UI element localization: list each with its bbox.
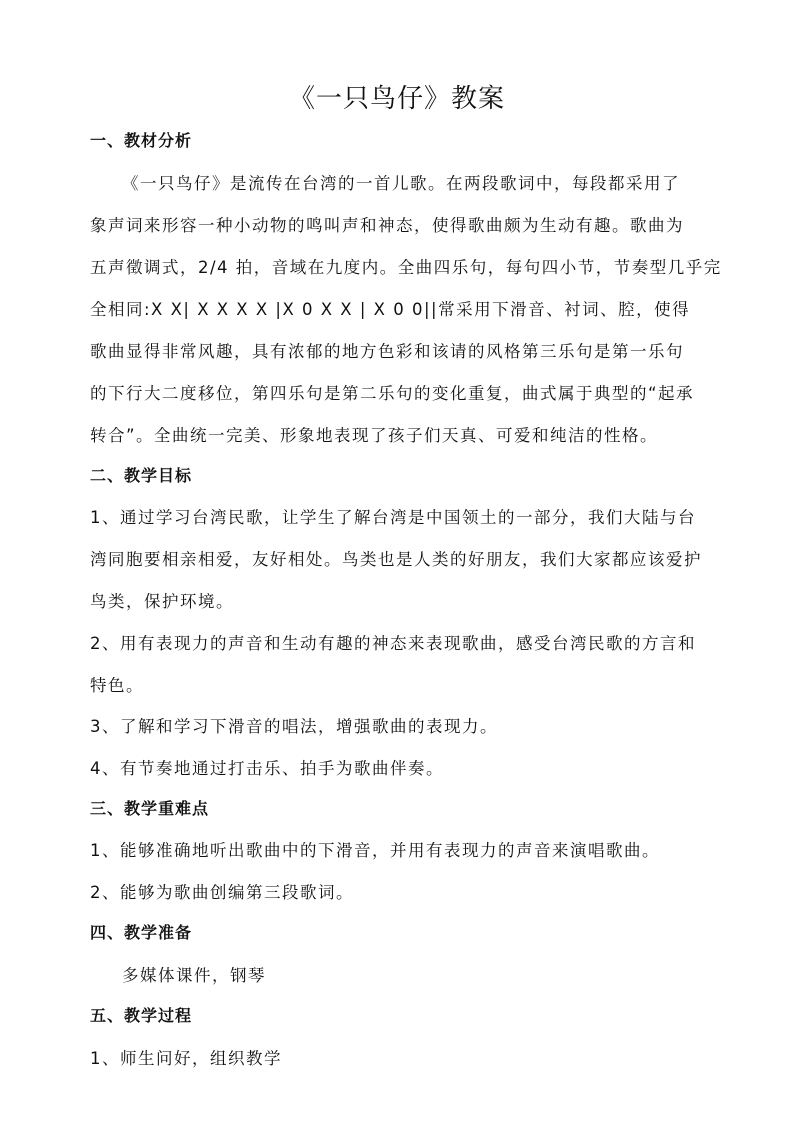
paragraph-line: 转合”。全曲统一完美、形象地表现了孩子们天真、可爱和纯洁的性格。 — [90, 426, 659, 445]
rhythm-pattern-line: 全相同:X X| X X X X |X 0 X X | X 0 0||常采用下滑音、衬词、腔，使得 — [90, 300, 691, 319]
section-heading-key-points: 三、教学重难点 — [90, 799, 210, 818]
paragraph-line: 五声徵调式，2/4 拍，音域在九度内。全曲四乐句，每句四小节，节奏型几乎完 — [90, 258, 722, 277]
section-heading-objectives: 二、教学目标 — [90, 466, 193, 485]
section-heading-preparation: 四、教学准备 — [90, 923, 193, 942]
paragraph-line: 歌曲显得非常风趣，具有浓郁的地方色彩和该请的风格第三乐句是第一乐句 — [90, 342, 684, 361]
section-heading-process: 五、教学过程 — [90, 1006, 193, 1025]
paragraph-line: 象声词来形容一种小动物的鸣叫声和神态，使得歌曲颇为生动有趣。歌曲为 — [90, 216, 684, 235]
list-item: 4、有节奏地通过打击乐、拍手为歌曲伴奏。 — [90, 759, 444, 778]
paragraph-line: 多媒体课件，钢琴 — [122, 966, 266, 985]
document-title: 《一只鸟仔》教案 — [288, 84, 505, 114]
paragraph-line: 《一只鸟仔》是流传在台湾的一首儿歌。在两段歌词中，每段都采用了 — [122, 174, 680, 193]
list-item: 特色。 — [90, 676, 144, 695]
paragraph-line: 的下行大二度移位，第四乐句是第二乐句的变化重复，曲式属于典型的“起承 — [90, 384, 695, 403]
list-item: 2、用有表现力的声音和生动有趣的神态来表现歌曲，感受台湾民歌的方言和 — [90, 634, 696, 653]
list-item: 3、了解和学习下滑音的唱法，增强歌曲的表现力。 — [90, 717, 498, 736]
section-heading-analysis: 一、教材分析 — [90, 131, 193, 150]
list-item: 1、能够准确地听出歌曲中的下滑音，并用有表现力的声音来演唱歌曲。 — [90, 841, 660, 860]
list-item: 2、能够为歌曲创编第三段歌词。 — [90, 883, 354, 902]
list-item: 1、师生问好，组织教学 — [90, 1049, 282, 1068]
list-item: 鸟类，保护环境。 — [90, 592, 234, 611]
list-item: 1、通过学习台湾民歌，让学生了解台湾是中国领土的一部分，我们大陆与台 — [90, 508, 696, 527]
list-item: 湾同胞要相亲相爱，友好相处。鸟类也是人类的好朋友，我们大家都应该爱护 — [90, 550, 702, 569]
